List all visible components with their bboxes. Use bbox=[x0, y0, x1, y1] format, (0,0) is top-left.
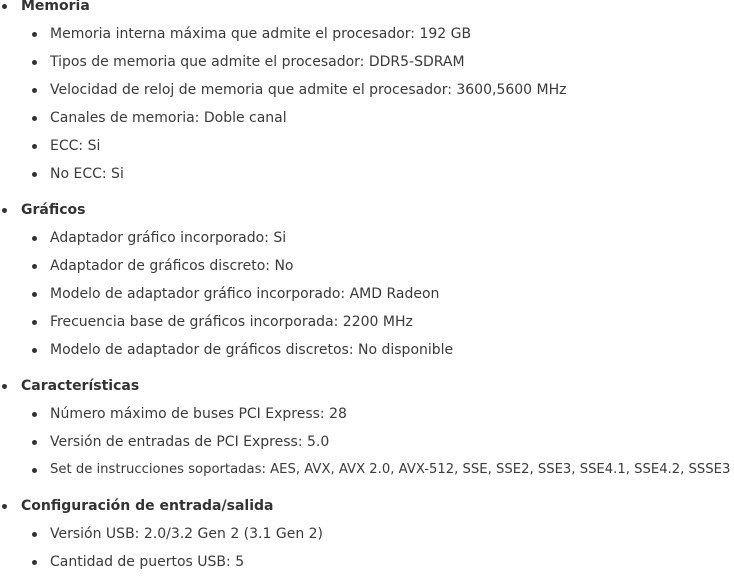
item-text: Cantidad de puertos USB: 5 bbox=[50, 554, 245, 570]
list-item bbox=[0, 76, 734, 104]
list-item bbox=[0, 104, 734, 132]
list-item bbox=[0, 252, 734, 280]
bullet-icon bbox=[32, 88, 37, 93]
item-text: Memoria interna máxima que admite el procesador: 192 GB bbox=[50, 26, 472, 42]
list-item bbox=[0, 308, 734, 336]
bullet-icon bbox=[2, 384, 7, 389]
section-title: Gráficos bbox=[21, 202, 86, 218]
item-text: Número máximo de buses PCI Express: 28 bbox=[50, 406, 347, 422]
bullet-icon bbox=[32, 60, 37, 65]
bullet-icon bbox=[32, 172, 37, 177]
section-title: Características bbox=[21, 378, 140, 394]
bullet-icon bbox=[32, 236, 37, 241]
bullet-icon bbox=[2, 208, 7, 213]
list-item bbox=[0, 20, 734, 48]
item-text: Modelo de adaptador de gráficos discretos: No disponible bbox=[50, 342, 454, 358]
bullet-icon bbox=[32, 32, 37, 37]
item-text: Canales de memoria: Doble canal bbox=[50, 110, 287, 126]
item-text: Versión de entradas de PCI Express: 5.0 bbox=[50, 434, 330, 450]
section-graficos bbox=[0, 196, 734, 372]
bullet-icon bbox=[32, 292, 37, 297]
bullet-icon bbox=[2, 4, 7, 9]
bullet-icon bbox=[32, 116, 37, 121]
section-title: Memoria bbox=[21, 0, 90, 14]
bullet-icon bbox=[32, 468, 37, 473]
section-heading bbox=[0, 492, 734, 520]
item-list bbox=[0, 520, 734, 584]
list-item bbox=[0, 280, 734, 308]
item-text: Velocidad de reloj de memoria que admite el procesador: 3600,5600 MHz bbox=[50, 82, 567, 98]
item-text: Set de instrucciones soportadas: AES, AVX, AVX 2.0, AVX-512, SSE, SSE2, SSE3, SSE4.1, SSE4.2, SSSE3 bbox=[50, 462, 731, 477]
item-text: Modelo de adaptador gráfico incorporado: AMD Radeon bbox=[50, 286, 440, 302]
item-list bbox=[0, 20, 734, 196]
section-heading bbox=[0, 372, 734, 400]
list-item bbox=[0, 132, 734, 160]
bullet-icon bbox=[2, 504, 7, 509]
section-memoria bbox=[0, 0, 734, 196]
item-text: ECC: Si bbox=[50, 138, 101, 154]
list-item bbox=[0, 400, 734, 428]
bullet-icon bbox=[32, 560, 37, 565]
section-heading bbox=[0, 196, 734, 224]
bullet-icon bbox=[32, 348, 37, 353]
item-text: Tipos de memoria que admite el procesador: DDR5-SDRAM bbox=[50, 54, 465, 70]
bullet-icon bbox=[32, 264, 37, 269]
item-text: Adaptador de gráficos discreto: No bbox=[50, 258, 294, 274]
section-caracteristicas bbox=[0, 372, 734, 492]
list-item bbox=[0, 548, 734, 576]
list-item bbox=[0, 48, 734, 76]
list-item bbox=[0, 160, 734, 188]
list-item bbox=[0, 428, 734, 456]
item-list bbox=[0, 224, 734, 372]
item-text: Versión USB: 2.0/3.2 Gen 2 (3.1 Gen 2) bbox=[50, 526, 324, 542]
bullet-icon bbox=[32, 532, 37, 537]
bullet-icon bbox=[32, 412, 37, 417]
item-text: Adaptador gráfico incorporado: Si bbox=[50, 230, 287, 246]
list-item bbox=[0, 456, 734, 484]
section-configuracion-entrada-salida bbox=[0, 492, 734, 584]
bullet-icon bbox=[32, 320, 37, 325]
bullet-icon bbox=[32, 440, 37, 445]
list-item bbox=[0, 520, 734, 548]
list-item bbox=[0, 224, 734, 252]
item-text: No ECC: Si bbox=[50, 166, 124, 182]
section-heading bbox=[0, 0, 734, 20]
bullet-icon bbox=[32, 144, 37, 149]
list-item bbox=[0, 336, 734, 364]
section-title: Configuración de entrada/salida bbox=[21, 498, 274, 514]
item-list bbox=[0, 400, 734, 492]
item-text: Frecuencia base de gráficos incorporada: 2200 MHz bbox=[50, 314, 413, 330]
